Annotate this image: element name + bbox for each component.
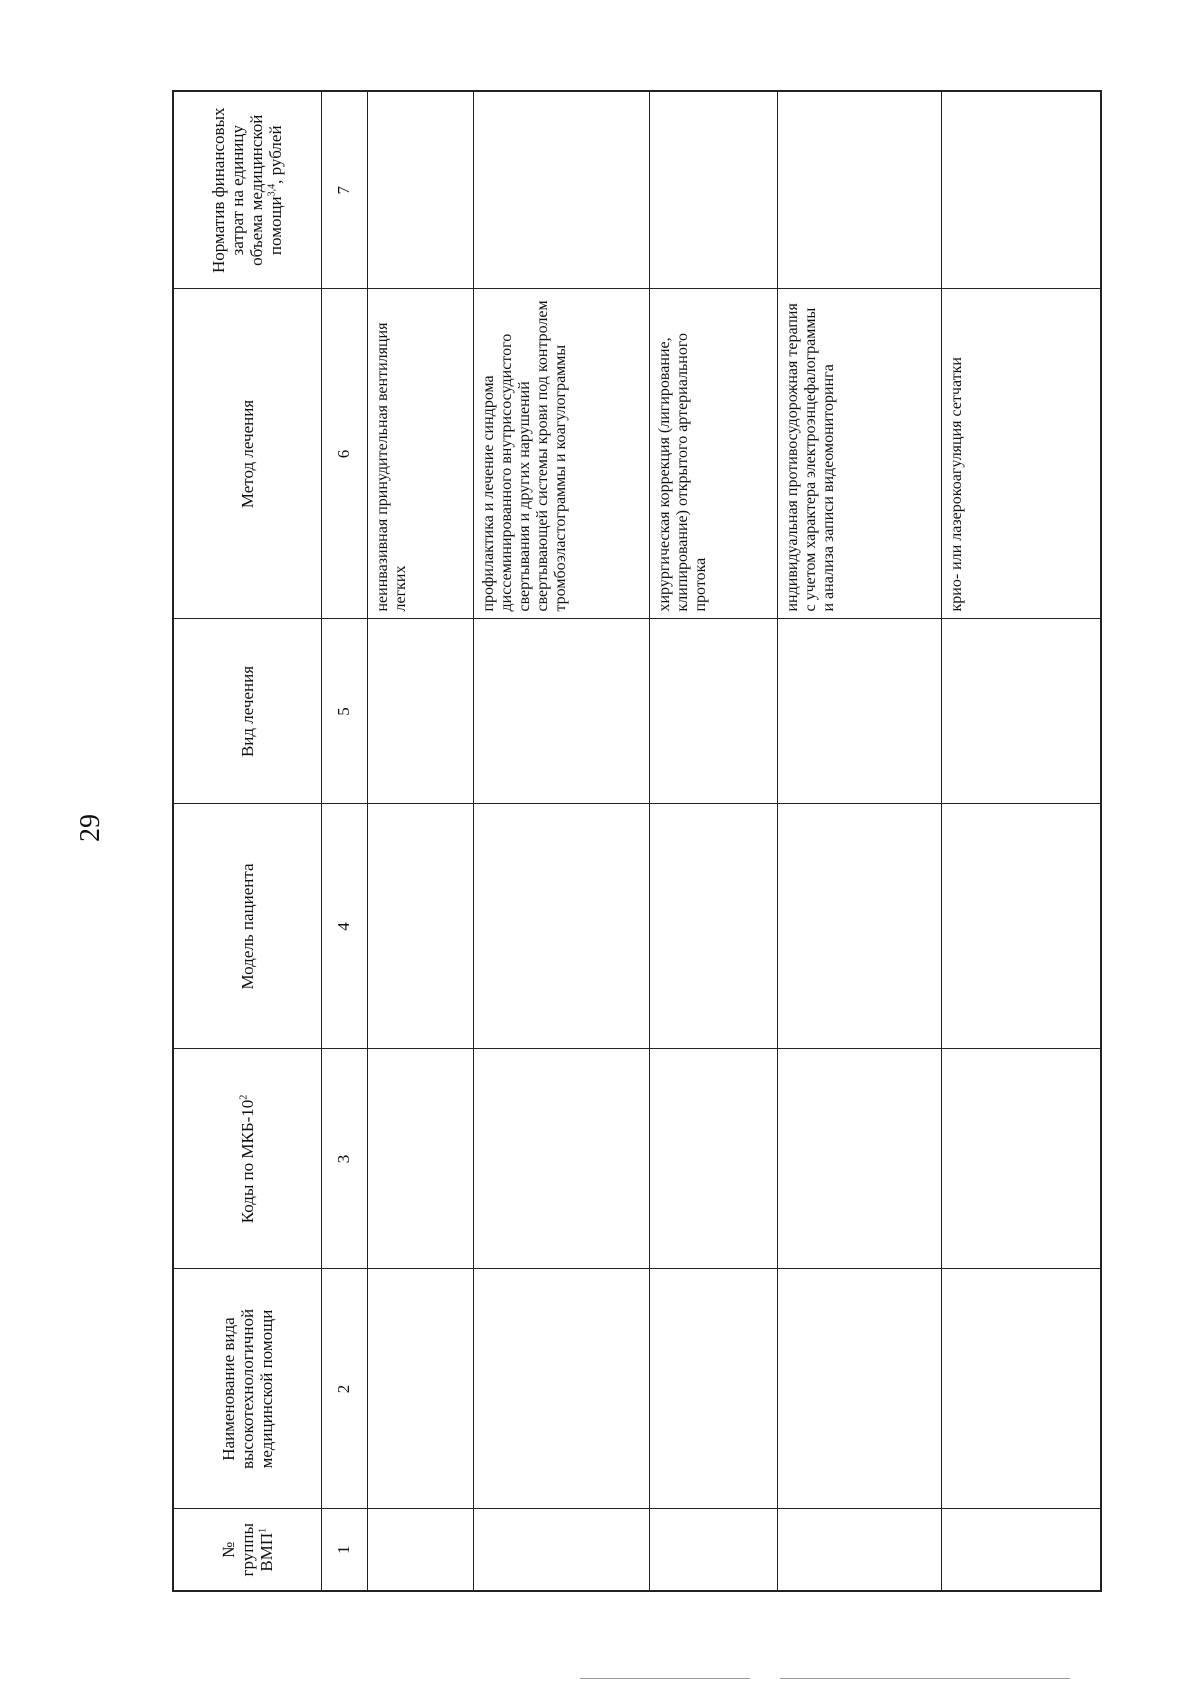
cell-treatment-method: хирургическая коррекция (лигирование, клипирование) открытого артериального протока [649,289,777,619]
header-group-number: № группы ВМП$^1$ [173,1509,321,1591]
cell-group-number [649,1509,777,1591]
page-number: 29 [75,814,106,842]
column-number: 4 [321,804,367,1049]
column-number: 2 [321,1269,367,1509]
cell-group-number [473,1509,649,1591]
cell-treatment-method: профилактика и лечение синдрома диссеминированного внутрисосудистого свертывания и других нарушений свертывающей системы крови под контролем тромбоэластограммы и коагулограммы [473,289,649,619]
cell-treatment-method: крио- или лазерокоагуляция сетчатки [941,289,1101,619]
column-number: 5 [321,619,367,804]
table-frame [172,92,1100,1592]
cell-treatment-type [941,619,1101,804]
cell-icd-codes [649,1049,777,1269]
cell-cost-norm [473,91,649,289]
header-treatment-type: Вид лечения [173,619,321,804]
table-row [649,91,777,1591]
table-row [473,91,649,1591]
cell-icd-codes [473,1049,649,1269]
cell-group-number [367,1509,473,1591]
cell-treatment-type [777,619,941,804]
cell-treatment-type [367,619,473,804]
vmp-table [172,90,1102,1592]
cell-cost-norm [367,91,473,289]
header-row [173,91,321,1591]
table-row [367,91,473,1591]
header-icd-codes: Коды по МКБ-$10^2$ [173,1049,321,1269]
cell-cost-norm [649,91,777,289]
cell-care-type-name [941,1269,1101,1509]
cell-treatment-type [473,619,649,804]
cell-care-type-name [473,1269,649,1509]
column-number: 6 [321,289,367,619]
column-number: 1 [321,1509,367,1591]
table-row [777,91,941,1591]
cell-cost-norm [777,91,941,289]
cell-icd-codes [777,1049,941,1269]
cell-patient-model [777,804,941,1049]
column-number: 7 [321,91,367,289]
cell-cost-norm [941,91,1101,289]
cell-patient-model [649,804,777,1049]
cell-icd-codes [367,1049,473,1269]
cell-care-type-name [367,1269,473,1509]
cell-patient-model [473,804,649,1049]
header-care-type-name: Наименование вида высокотехнологичной медицинской помощи [173,1269,321,1509]
scan-artifact-line [580,1678,750,1679]
cell-care-type-name [649,1269,777,1509]
cell-patient-model [941,804,1101,1049]
column-number-row [321,91,367,1591]
scan-artifact-line [780,1678,1070,1679]
cell-group-number [777,1509,941,1591]
cell-care-type-name [777,1269,941,1509]
column-number: 3 [321,1049,367,1269]
table-rotated-wrapper [172,92,1100,1592]
cell-treatment-method: индивидуальная противосудорожная терапия с учетом характера электроэнцефалограммы и анализа записи видеомониторинга [777,289,941,619]
header-cost-norm: Норматив финансовых затрат на единицу объема медицинской помощи$^{3,4}$, рублей [173,91,321,289]
cell-patient-model [367,804,473,1049]
table-row [941,91,1101,1591]
cell-group-number [941,1509,1101,1591]
header-patient-model: Модель пациента [173,804,321,1049]
cell-treatment-type [649,619,777,804]
header-treatment-method: Метод лечения [173,289,321,619]
cell-treatment-method: неинвазивная принудительная вентиляция легких [367,289,473,619]
cell-icd-codes [941,1049,1101,1269]
